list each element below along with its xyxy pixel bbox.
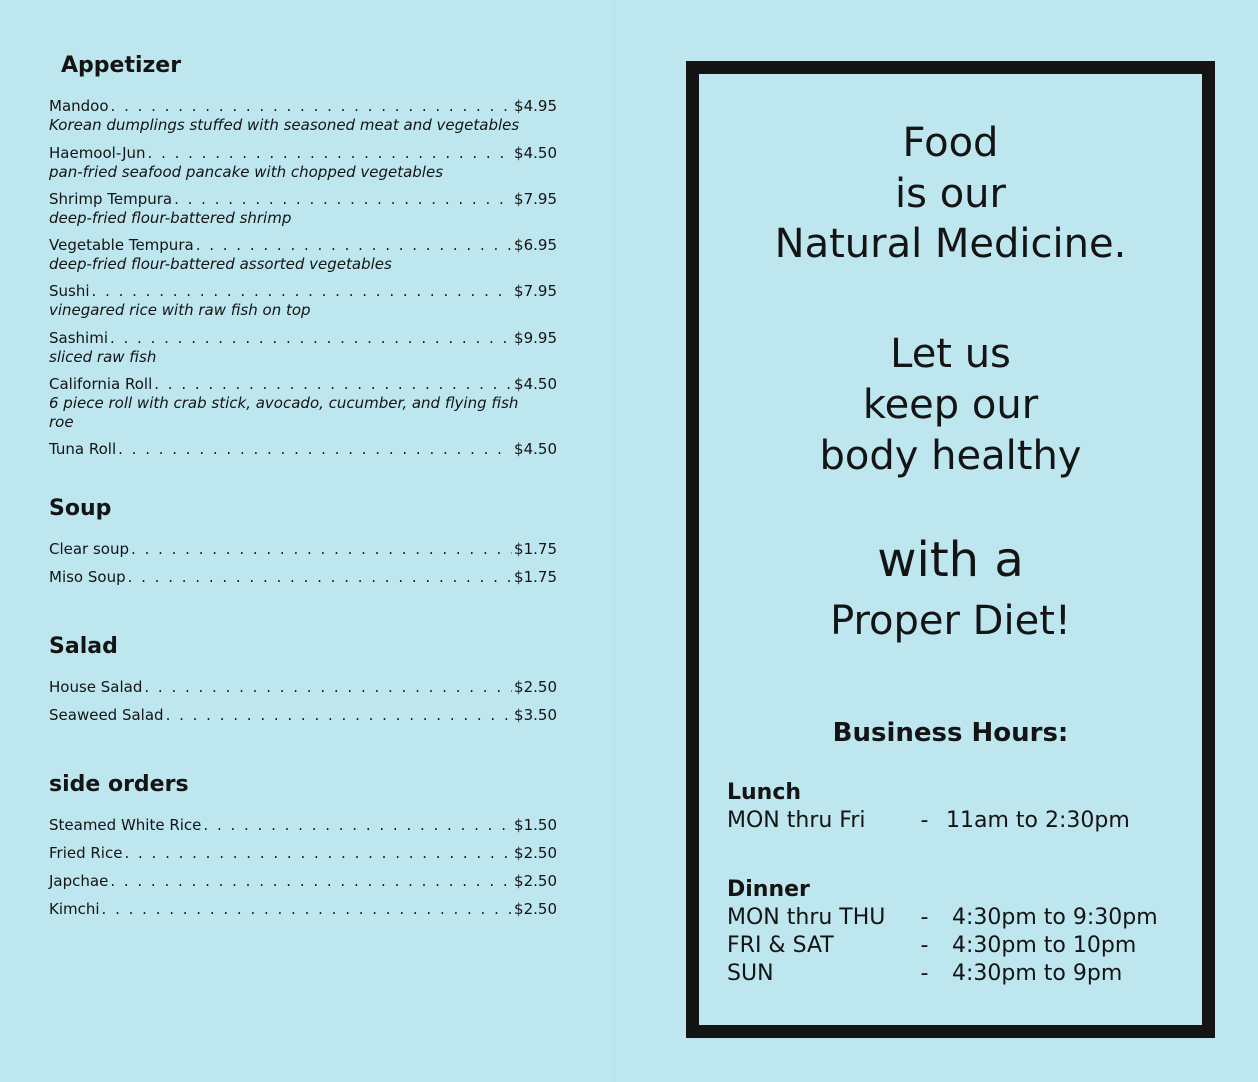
tagline-line: is our — [895, 171, 1006, 217]
item-price: $1.75 — [514, 568, 557, 586]
salad-heading: Salad — [49, 634, 118, 659]
menu-item — [49, 144, 557, 182]
business-hours-title: Business Hours: — [832, 718, 1069, 748]
item-name: Shrimp Tempura — [49, 190, 173, 208]
info-panel — [686, 61, 1215, 1038]
menu-item — [49, 872, 557, 891]
leader-dots — [144, 678, 512, 697]
hours-days: SUN — [727, 961, 774, 986]
item-description: deep-fried flour-battered assorted vegetables — [49, 255, 392, 273]
menu-item — [49, 900, 557, 919]
leader-dots — [111, 97, 513, 116]
leader-dots — [110, 329, 512, 348]
tagline-line: Food — [902, 120, 999, 166]
side-orders-heading: side orders — [49, 772, 189, 797]
item-name: Sashimi — [49, 329, 108, 347]
leader-dots — [174, 190, 512, 209]
item-name: House Salad — [49, 678, 143, 696]
hours-time: 4:30pm to 10pm — [952, 933, 1137, 958]
item-price: $9.95 — [514, 329, 557, 347]
item-price: $2.50 — [514, 900, 557, 918]
dinner-hours — [727, 876, 1158, 988]
item-name: Kimchi — [49, 900, 100, 918]
hours-separator: - — [920, 808, 929, 833]
item-name: Miso Soup — [49, 568, 126, 586]
item-price: $4.50 — [514, 144, 557, 162]
hours-days: MON thru Fri — [727, 808, 866, 833]
tagline-line: Proper Diet! — [830, 598, 1071, 644]
menu-item — [49, 329, 557, 367]
hours-days: FRI & SAT — [727, 933, 834, 958]
tagline-line: keep our — [862, 382, 1039, 428]
item-price: $6.95 — [514, 236, 557, 254]
appetizer-heading: Appetizer — [61, 53, 182, 78]
item-description: vinegared rice with raw fish on top — [49, 301, 311, 319]
menu-item — [49, 706, 557, 725]
item-price: $1.75 — [514, 540, 557, 558]
item-description: pan-fried seafood pancake with chopped vegetables — [49, 163, 444, 181]
leader-dots — [203, 816, 512, 835]
item-price: $4.50 — [514, 440, 557, 458]
item-description: Korean dumplings stuffed with seasoned meat and vegetables — [49, 116, 520, 134]
item-description: 6 piece roll with crab stick, avocado, cucumber, and flying fish roe — [49, 394, 519, 431]
leader-dots — [196, 236, 512, 255]
menu-item — [49, 236, 557, 274]
hours-row — [727, 960, 1158, 988]
menu-item — [49, 540, 557, 559]
item-description: sliced raw fish — [49, 348, 157, 366]
item-name: Fried Rice — [49, 844, 123, 862]
menu-item — [49, 816, 557, 835]
item-name: Sushi — [49, 282, 90, 300]
hours-row — [727, 807, 1130, 835]
leader-dots — [166, 706, 512, 725]
menu-item — [49, 440, 557, 459]
leader-dots — [154, 375, 512, 394]
item-name: California Roll — [49, 375, 153, 393]
leader-dots — [131, 540, 512, 559]
item-name: Clear soup — [49, 540, 130, 558]
menu-item — [49, 844, 557, 863]
tagline-line: with a — [877, 532, 1024, 588]
item-price: $4.95 — [514, 97, 557, 115]
soup-heading: Soup — [49, 496, 112, 521]
item-description: deep-fried flour-battered shrimp — [49, 209, 292, 227]
leader-dots — [124, 844, 512, 863]
item-name: Japchae — [49, 872, 109, 890]
item-name: Mandoo — [49, 97, 109, 115]
item-name: Tuna Roll — [49, 440, 117, 458]
menu-item — [49, 568, 557, 587]
page-fold — [612, 0, 615, 1082]
hours-separator: - — [920, 961, 929, 986]
item-price: $4.50 — [514, 375, 557, 393]
leader-dots — [128, 568, 512, 587]
item-price: $2.50 — [514, 872, 557, 890]
hours-time: 4:30pm to 9:30pm — [952, 905, 1158, 930]
lunch-hours — [727, 779, 1130, 835]
tagline-line: Let us — [890, 331, 1011, 377]
item-name: Haemool-Jun — [49, 144, 146, 162]
item-name: Seaweed Salad — [49, 706, 164, 724]
tagline-line: body healthy — [819, 433, 1082, 479]
menu-item — [49, 190, 557, 228]
hours-row — [727, 932, 1158, 960]
leader-dots — [148, 144, 513, 163]
tagline-line: Natural Medicine. — [774, 221, 1127, 267]
item-price: $2.50 — [514, 844, 557, 862]
item-name: Steamed White Rice — [49, 816, 202, 834]
leader-dots — [110, 872, 512, 891]
hours-row — [727, 904, 1158, 932]
hours-time: 11am to 2:30pm — [946, 808, 1130, 833]
leader-dots — [92, 282, 513, 301]
item-price: $7.95 — [514, 190, 557, 208]
hours-days: MON thru THU — [727, 905, 886, 930]
leader-dots — [118, 440, 512, 459]
hours-time: 4:30pm to 9pm — [952, 961, 1123, 986]
hours-separator: - — [920, 933, 929, 958]
menu-item — [49, 282, 557, 320]
menu-item — [49, 375, 557, 432]
item-price: $2.50 — [514, 678, 557, 696]
item-price: $1.50 — [514, 816, 557, 834]
dinner-label: Dinner — [727, 877, 810, 902]
lunch-label: Lunch — [727, 780, 802, 805]
menu-page — [0, 0, 612, 1082]
menu-item — [49, 678, 557, 697]
menu-item — [49, 97, 557, 135]
item-price: $7.95 — [514, 282, 557, 300]
item-price: $3.50 — [514, 706, 557, 724]
item-name: Vegetable Tempura — [49, 236, 194, 254]
hours-separator: - — [920, 905, 929, 930]
leader-dots — [102, 900, 513, 919]
